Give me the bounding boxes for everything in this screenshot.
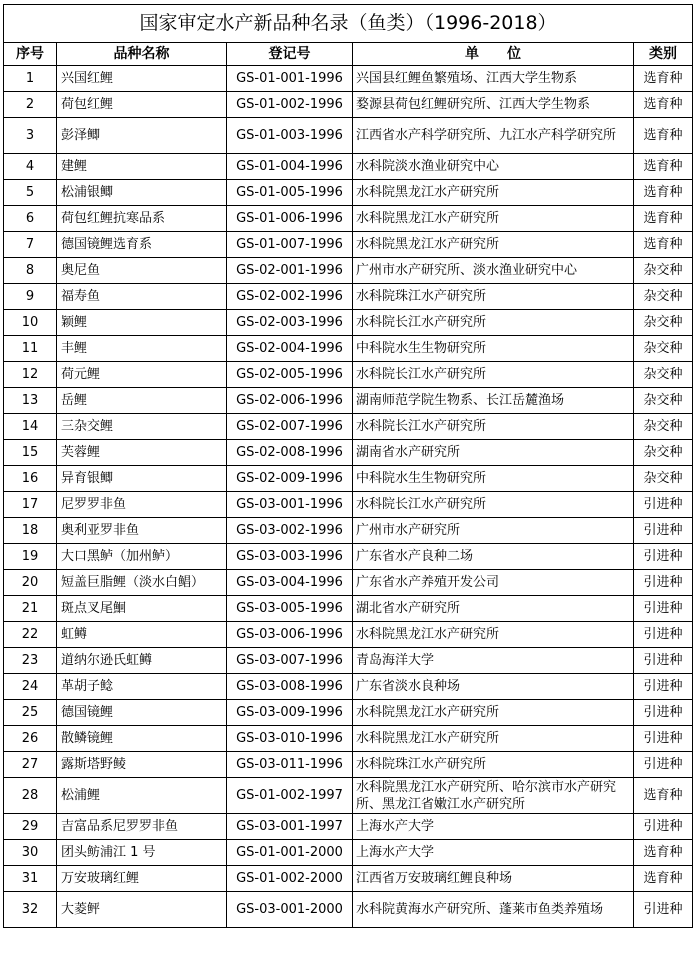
row-category: 选育种: [634, 66, 693, 92]
row-unit: 水科院黑龙江水产研究所: [353, 206, 634, 232]
row-name: 吉富品系尼罗罗非鱼: [57, 814, 227, 840]
table-row: [4, 778, 693, 814]
row-category: 引进种: [634, 596, 693, 622]
row-no: 26: [4, 726, 57, 752]
row-no: 25: [4, 700, 57, 726]
row-code: GS-03-007-1996: [227, 648, 353, 674]
title-row: [4, 5, 693, 43]
row-code: GS-02-008-1996: [227, 440, 353, 466]
row-unit: 水科院黄海水产研究所、蓬莱市鱼类养殖场: [353, 892, 634, 928]
table-row: [4, 66, 693, 92]
table-row: [4, 700, 693, 726]
header-name: 品种名称: [57, 43, 227, 66]
row-unit: 湖南省水产研究所: [353, 440, 634, 466]
row-unit: 上海水产大学: [353, 840, 634, 866]
row-category: 引进种: [634, 570, 693, 596]
row-code: GS-01-007-1996: [227, 232, 353, 258]
row-name: 奥利亚罗非鱼: [57, 518, 227, 544]
row-unit: 婺源县荷包红鲤研究所、江西大学生物系: [353, 92, 634, 118]
row-name: 德国镜鲤选育系: [57, 232, 227, 258]
row-unit: 中科院水生生物研究所: [353, 336, 634, 362]
row-category: 引进种: [634, 892, 693, 928]
table-row: [4, 648, 693, 674]
table-row: [4, 752, 693, 778]
row-name: 兴国红鲤: [57, 66, 227, 92]
row-unit: 青岛海洋大学: [353, 648, 634, 674]
table-row: [4, 674, 693, 700]
row-name: 团头鲂浦江 1 号: [57, 840, 227, 866]
row-unit: 兴国县红鲤鱼繁殖场、江西大学生物系: [353, 66, 634, 92]
row-name: 尼罗罗非鱼: [57, 492, 227, 518]
row-code: GS-03-005-1996: [227, 596, 353, 622]
row-no: 12: [4, 362, 57, 388]
row-no: 1: [4, 66, 57, 92]
row-code: GS-03-010-1996: [227, 726, 353, 752]
row-name: 福寿鱼: [57, 284, 227, 310]
row-category: 杂交种: [634, 310, 693, 336]
header-row: [4, 43, 693, 66]
table-body: [4, 66, 693, 928]
row-name: 万安玻璃红鲤: [57, 866, 227, 892]
row-code: GS-01-002-1996: [227, 92, 353, 118]
row-no: 23: [4, 648, 57, 674]
row-category: 选育种: [634, 840, 693, 866]
row-category: 杂交种: [634, 466, 693, 492]
row-unit: 水科院长江水产研究所: [353, 414, 634, 440]
table-row: [4, 206, 693, 232]
row-name: 散鳞镜鲤: [57, 726, 227, 752]
row-no: 16: [4, 466, 57, 492]
row-no: 19: [4, 544, 57, 570]
row-category: 选育种: [634, 92, 693, 118]
table-row: [4, 866, 693, 892]
row-code: GS-03-004-1996: [227, 570, 353, 596]
row-name: 荷包红鲤抗寒品系: [57, 206, 227, 232]
table-row: [4, 180, 693, 206]
table-row: [4, 622, 693, 648]
row-unit: 水科院淡水渔业研究中心: [353, 154, 634, 180]
row-unit: 水科院黑龙江水产研究所: [353, 622, 634, 648]
row-category: 引进种: [634, 648, 693, 674]
row-no: 30: [4, 840, 57, 866]
row-unit: 水科院黑龙江水产研究所、哈尔滨市水产研究所、黑龙江省嫩江水产研究所: [353, 778, 634, 814]
row-code: GS-03-001-1997: [227, 814, 353, 840]
row-no: 8: [4, 258, 57, 284]
row-category: 杂交种: [634, 258, 693, 284]
row-name: 露斯塔野鲮: [57, 752, 227, 778]
table-row: [4, 518, 693, 544]
row-category: 选育种: [634, 206, 693, 232]
variety-table: [3, 4, 693, 928]
row-category: 引进种: [634, 622, 693, 648]
row-category: 杂交种: [634, 284, 693, 310]
row-no: 7: [4, 232, 57, 258]
row-no: 22: [4, 622, 57, 648]
row-unit: 广州市水产研究所: [353, 518, 634, 544]
row-unit: 水科院黑龙江水产研究所: [353, 726, 634, 752]
table-row: [4, 336, 693, 362]
table-title: 国家审定水产新品种名录（鱼类）（1996-2018）: [4, 5, 693, 43]
row-unit: 水科院长江水产研究所: [353, 362, 634, 388]
row-unit: 水科院长江水产研究所: [353, 492, 634, 518]
row-code: GS-01-004-1996: [227, 154, 353, 180]
row-unit: 广东省淡水良种场: [353, 674, 634, 700]
row-no: 17: [4, 492, 57, 518]
row-unit: 水科院黑龙江水产研究所: [353, 180, 634, 206]
row-code: GS-01-001-2000: [227, 840, 353, 866]
table-row: [4, 414, 693, 440]
row-name: 丰鲤: [57, 336, 227, 362]
row-name: 革胡子鲶: [57, 674, 227, 700]
row-no: 29: [4, 814, 57, 840]
table-row: [4, 596, 693, 622]
row-unit: 广州市水产研究所、淡水渔业研究中心: [353, 258, 634, 284]
table-row: [4, 440, 693, 466]
row-code: GS-03-011-1996: [227, 752, 353, 778]
row-unit: 广东省水产良种二场: [353, 544, 634, 570]
document-sheet: [3, 4, 692, 928]
row-code: GS-03-001-1996: [227, 492, 353, 518]
row-no: 10: [4, 310, 57, 336]
row-code: GS-01-002-1997: [227, 778, 353, 814]
row-no: 31: [4, 866, 57, 892]
row-category: 杂交种: [634, 414, 693, 440]
row-code: GS-02-009-1996: [227, 466, 353, 492]
header-unit: 单 位: [353, 43, 634, 66]
table-row: [4, 814, 693, 840]
table-row: [4, 570, 693, 596]
row-no: 28: [4, 778, 57, 814]
row-unit: 江西省万安玻璃红鲤良种场: [353, 866, 634, 892]
row-name: 松浦银鲫: [57, 180, 227, 206]
row-no: 3: [4, 118, 57, 154]
row-category: 引进种: [634, 752, 693, 778]
row-no: 24: [4, 674, 57, 700]
table-row: [4, 92, 693, 118]
row-no: 32: [4, 892, 57, 928]
row-category: 杂交种: [634, 440, 693, 466]
row-code: GS-02-006-1996: [227, 388, 353, 414]
row-category: 引进种: [634, 674, 693, 700]
row-name: 斑点叉尾鮰: [57, 596, 227, 622]
row-code: GS-02-001-1996: [227, 258, 353, 284]
row-category: 引进种: [634, 814, 693, 840]
row-unit: 湖南师范学院生物系、长江岳麓渔场: [353, 388, 634, 414]
row-code: GS-03-002-1996: [227, 518, 353, 544]
header-no: 序号: [4, 43, 57, 66]
row-name: 彭泽鲫: [57, 118, 227, 154]
row-name: 道纳尔逊氏虹鳟: [57, 648, 227, 674]
row-code: GS-02-002-1996: [227, 284, 353, 310]
row-code: GS-03-006-1996: [227, 622, 353, 648]
row-code: GS-01-001-1996: [227, 66, 353, 92]
row-unit: 水科院珠江水产研究所: [353, 284, 634, 310]
row-name: 建鲤: [57, 154, 227, 180]
row-unit: 上海水产大学: [353, 814, 634, 840]
row-category: 选育种: [634, 180, 693, 206]
row-name: 三杂交鲤: [57, 414, 227, 440]
row-name: 短盖巨脂鲤（淡水白鲳）: [57, 570, 227, 596]
row-code: GS-01-002-2000: [227, 866, 353, 892]
row-no: 2: [4, 92, 57, 118]
row-name: 大口黑鲈（加州鲈）: [57, 544, 227, 570]
row-unit: 水科院黑龙江水产研究所: [353, 700, 634, 726]
row-name: 岳鲤: [57, 388, 227, 414]
row-category: 杂交种: [634, 362, 693, 388]
row-category: 选育种: [634, 118, 693, 154]
row-no: 5: [4, 180, 57, 206]
row-no: 11: [4, 336, 57, 362]
row-code: GS-02-003-1996: [227, 310, 353, 336]
row-code: GS-01-005-1996: [227, 180, 353, 206]
row-no: 15: [4, 440, 57, 466]
row-unit: 广东省水产养殖开发公司: [353, 570, 634, 596]
table-row: [4, 840, 693, 866]
row-code: GS-02-007-1996: [227, 414, 353, 440]
row-no: 18: [4, 518, 57, 544]
row-unit: 江西省水产科学研究所、九江水产科学研究所: [353, 118, 634, 154]
row-name: 颖鲤: [57, 310, 227, 336]
table-row: [4, 388, 693, 414]
table-row: [4, 362, 693, 388]
table-row: [4, 466, 693, 492]
row-code: GS-02-005-1996: [227, 362, 353, 388]
row-name: 芙蓉鲤: [57, 440, 227, 466]
row-code: GS-01-003-1996: [227, 118, 353, 154]
row-category: 引进种: [634, 700, 693, 726]
row-code: GS-03-001-2000: [227, 892, 353, 928]
row-category: 选育种: [634, 778, 693, 814]
row-category: 选育种: [634, 866, 693, 892]
table-row: [4, 232, 693, 258]
row-no: 20: [4, 570, 57, 596]
table-row: [4, 892, 693, 928]
row-unit: 水科院珠江水产研究所: [353, 752, 634, 778]
row-name: 松浦鲤: [57, 778, 227, 814]
row-code: GS-03-009-1996: [227, 700, 353, 726]
row-category: 选育种: [634, 154, 693, 180]
row-category: 杂交种: [634, 336, 693, 362]
row-name: 异育银鲫: [57, 466, 227, 492]
row-code: GS-01-006-1996: [227, 206, 353, 232]
row-category: 引进种: [634, 726, 693, 752]
table-row: [4, 118, 693, 154]
header-code: 登记号: [227, 43, 353, 66]
row-no: 27: [4, 752, 57, 778]
row-code: GS-03-008-1996: [227, 674, 353, 700]
table-row: [4, 310, 693, 336]
row-category: 引进种: [634, 544, 693, 570]
row-no: 9: [4, 284, 57, 310]
row-unit: 中科院水生生物研究所: [353, 466, 634, 492]
table-row: [4, 258, 693, 284]
row-name: 荷包红鲤: [57, 92, 227, 118]
row-category: 引进种: [634, 518, 693, 544]
table-row: [4, 154, 693, 180]
row-name: 荷元鲤: [57, 362, 227, 388]
row-no: 21: [4, 596, 57, 622]
row-name: 奥尼鱼: [57, 258, 227, 284]
row-code: GS-02-004-1996: [227, 336, 353, 362]
row-unit: 湖北省水产研究所: [353, 596, 634, 622]
row-category: 引进种: [634, 492, 693, 518]
row-no: 14: [4, 414, 57, 440]
row-unit: 水科院长江水产研究所: [353, 310, 634, 336]
row-unit: 水科院黑龙江水产研究所: [353, 232, 634, 258]
row-no: 6: [4, 206, 57, 232]
row-category: 杂交种: [634, 388, 693, 414]
table-row: [4, 492, 693, 518]
header-category: 类别: [634, 43, 693, 66]
row-no: 4: [4, 154, 57, 180]
row-name: 德国镜鲤: [57, 700, 227, 726]
row-no: 13: [4, 388, 57, 414]
table-row: [4, 544, 693, 570]
row-name: 虹鳟: [57, 622, 227, 648]
row-category: 选育种: [634, 232, 693, 258]
table-row: [4, 726, 693, 752]
row-code: GS-03-003-1996: [227, 544, 353, 570]
table-row: [4, 284, 693, 310]
row-name: 大菱鲆: [57, 892, 227, 928]
